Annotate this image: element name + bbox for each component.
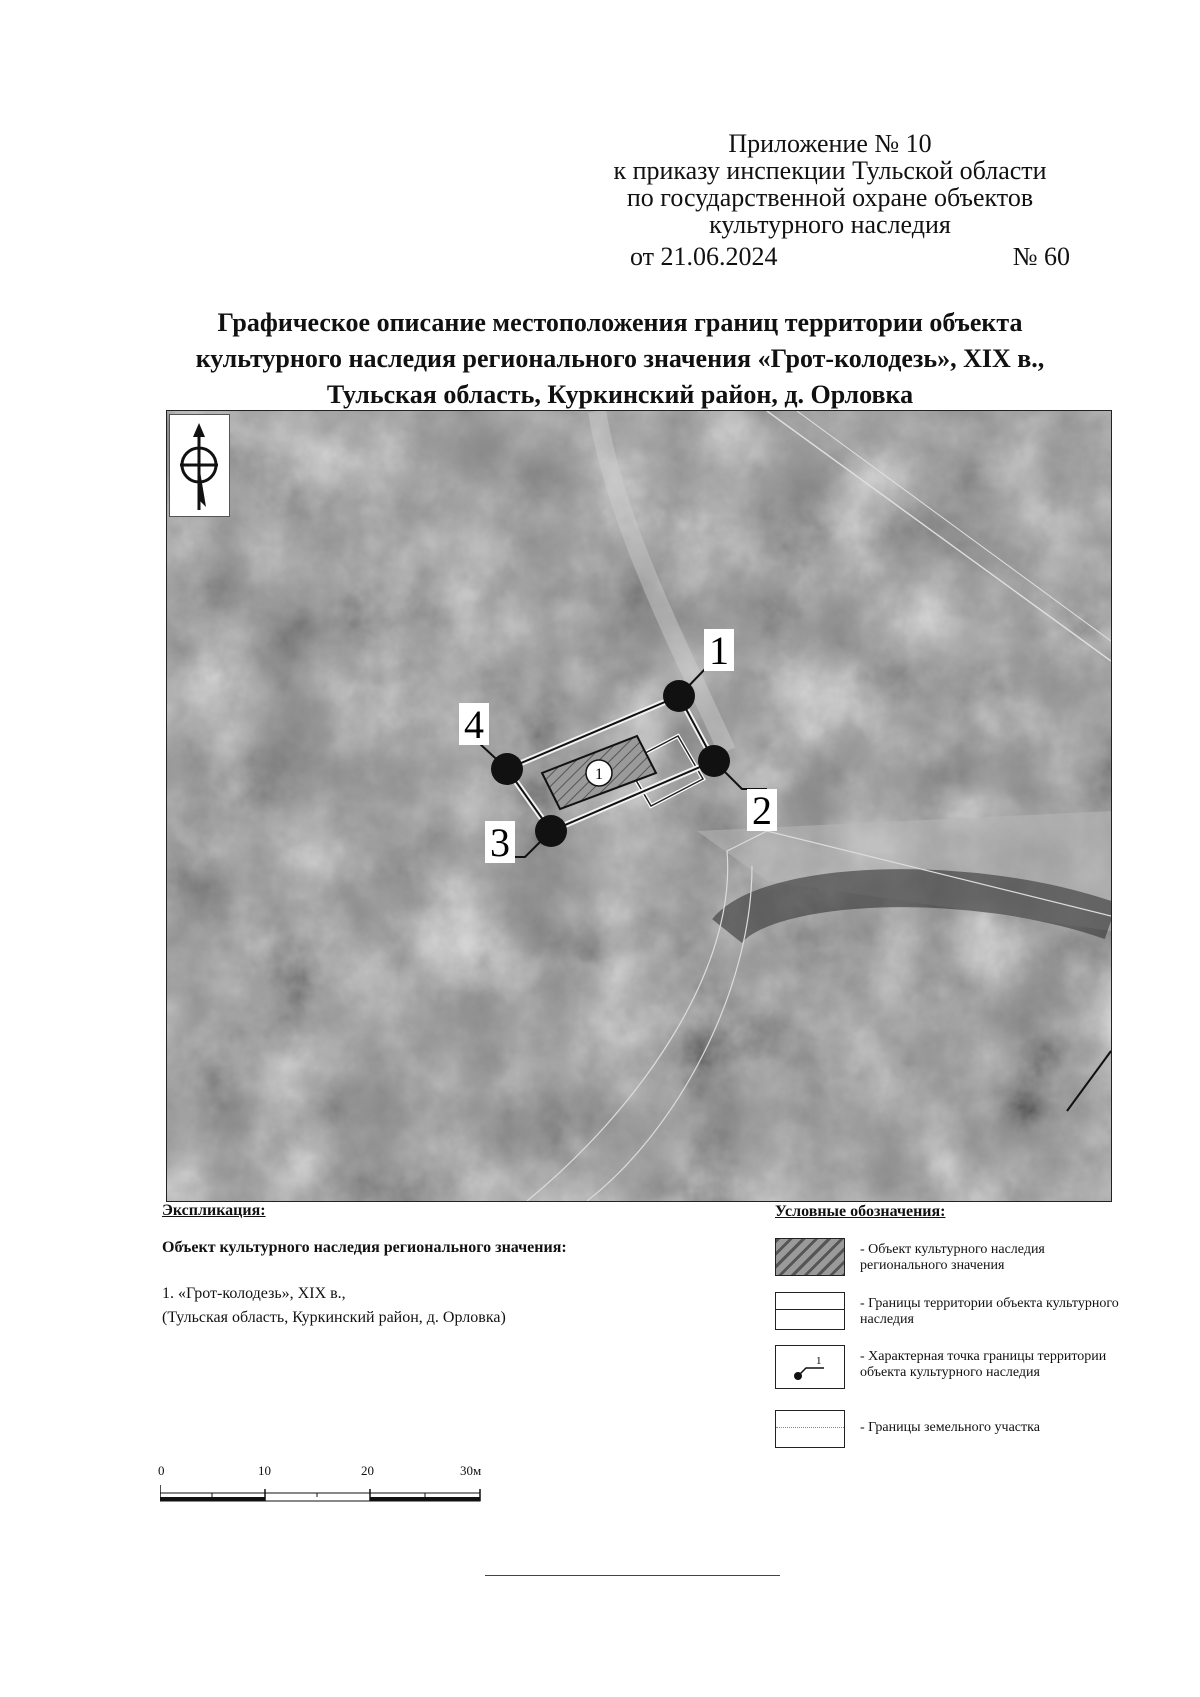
explication-item	[162, 1282, 506, 1330]
legend-item-boundary-point	[775, 1345, 1115, 1395]
legend-text: - Объект культурного наследия регионального значения	[860, 1242, 1045, 1273]
object-marker-label: 1	[595, 766, 603, 783]
annex-line-1: Приложение № 10	[728, 129, 932, 158]
order-date: от 21.06.2024	[630, 242, 778, 271]
order-number: № 60	[1012, 242, 1070, 271]
annex-line-4: культурного наследия	[709, 210, 951, 239]
legend-swatch-point	[775, 1345, 845, 1389]
legend-swatch-boundary	[775, 1292, 845, 1330]
legend-swatch-parcel	[775, 1410, 845, 1448]
legend-swatch-hatch	[775, 1238, 845, 1276]
title-line-3: Тульская область, Куркинский район, д. Орловка	[326, 380, 914, 409]
legend-item-territory-boundary	[775, 1292, 1119, 1342]
legend-item-land-parcel	[775, 1410, 1115, 1460]
annex-block	[570, 130, 1090, 238]
north-arrow-icon	[170, 415, 229, 516]
scale-bar-graphic	[160, 1481, 490, 1521]
explication-item-line-1: 1. «Грот-колодезь», XIX в.,	[162, 1285, 346, 1302]
scale-label-10: 10	[258, 1463, 271, 1478]
aerial-map	[166, 410, 1112, 1202]
north-arrow	[169, 414, 230, 517]
explication-subheading: Объект культурного наследия регионального значения:	[162, 1239, 567, 1256]
legend-item-heritage-object	[775, 1238, 1115, 1288]
boundary-point-icon	[776, 1346, 844, 1388]
legend-text: - Характерная точка границы территории объекта культурного наследия	[860, 1349, 1107, 1380]
title-line-1: Графическое описание местоположения границ территории объекта	[217, 308, 1023, 337]
annex-line-3: по государственной охране объектов	[626, 183, 1034, 212]
scale-label-20: 20	[361, 1463, 374, 1478]
explication-item-line-2: (Тульская область, Куркинский район, д. Орловка)	[162, 1309, 506, 1326]
point-label-4: 4	[464, 702, 484, 747]
legend-heading: Условные обозначения:	[775, 1203, 946, 1220]
footer-divider	[485, 1575, 780, 1576]
legend-text: - Границы земельного участка	[860, 1420, 1040, 1435]
explication-heading: Экспликация:	[162, 1202, 266, 1219]
map-svg	[167, 411, 1111, 1201]
scale-bar	[158, 1463, 488, 1523]
document-title	[120, 305, 1120, 413]
point-label-3: 3	[490, 820, 510, 865]
point-label-2: 2	[752, 788, 772, 833]
legend-point-label: 1	[816, 1355, 822, 1367]
scale-label-0: 0	[158, 1463, 165, 1478]
legend-text: - Границы территории объекта культурного наследия	[860, 1296, 1119, 1327]
point-label-1: 1	[709, 628, 729, 673]
scale-label-30: 30м	[460, 1463, 482, 1478]
annex-line-2: к приказу инспекции Тульской области	[613, 156, 1047, 185]
title-line-2: культурного наследия регионального значения «Грот-колодезь», XIX в.,	[195, 344, 1045, 373]
